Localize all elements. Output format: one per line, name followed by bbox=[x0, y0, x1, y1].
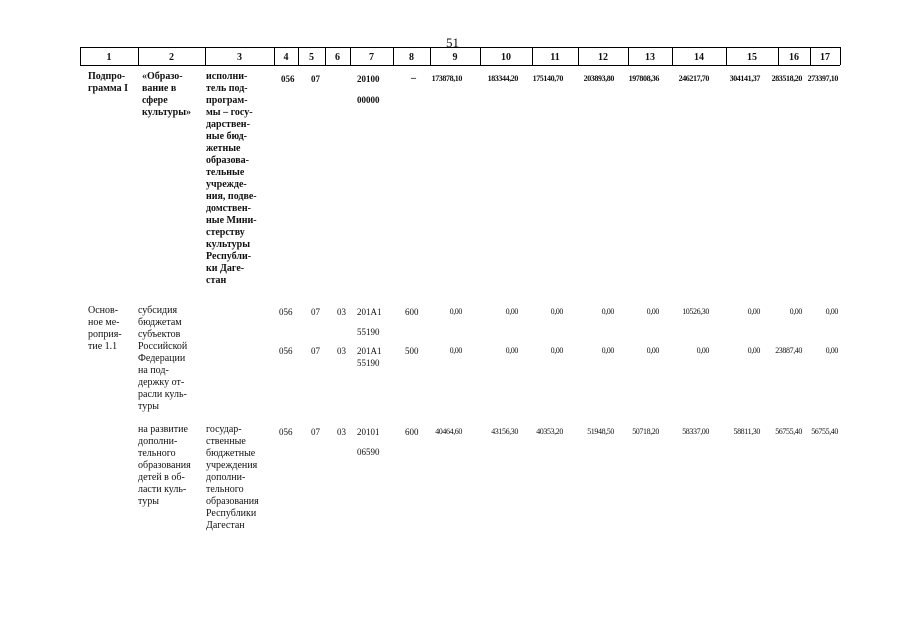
education-value-col17: 56755,40 bbox=[811, 427, 838, 436]
measure-row2-value-col11: 0,00 bbox=[550, 346, 563, 355]
education-c7a: 20101 bbox=[357, 427, 380, 437]
measure-row2-value-col13: 0,00 bbox=[646, 346, 659, 355]
education-value-col13: 50718,20 bbox=[632, 427, 659, 436]
measure-row1-value-col17: 0,00 bbox=[825, 307, 838, 316]
header-divider bbox=[840, 47, 841, 65]
header-col-17: 17 bbox=[820, 52, 830, 63]
subprogram-code-grbs: 056 bbox=[281, 74, 295, 84]
measure-row1-value-col15: 0,00 bbox=[747, 307, 760, 316]
subprogram-value-col16: 283518,20 bbox=[771, 74, 802, 83]
measure-row1-c8: 600 bbox=[405, 307, 419, 317]
header-col-1: 1 bbox=[106, 52, 112, 63]
header-col-13: 13 bbox=[645, 52, 655, 63]
subprogram-value-col11: 175140,70 bbox=[532, 74, 563, 83]
subprogram-value-col13: 197808,36 bbox=[628, 74, 659, 83]
subprogram-code-csr-2: 00000 bbox=[357, 95, 380, 105]
education-c5: 07 bbox=[311, 427, 320, 437]
measure-row1-c5: 07 bbox=[311, 307, 320, 317]
measure-row1-c7a: 201A1 bbox=[357, 307, 382, 317]
measure-row2-c7a: 201A1 bbox=[357, 346, 382, 356]
subprogram-title: «Образо- вание в сфере культуры» bbox=[142, 71, 192, 118]
measure-row2-value-col12: 0,00 bbox=[601, 346, 614, 355]
header-col-3: 3 bbox=[237, 52, 242, 63]
measure-row1-c4: 056 bbox=[279, 307, 293, 317]
header-col-9: 9 bbox=[452, 52, 458, 63]
measure-row1-value-col16: 0,00 bbox=[789, 307, 802, 316]
education-value-col14: 58337,00 bbox=[682, 427, 709, 436]
education-value-col16: 56755,40 bbox=[775, 427, 802, 436]
measure-row2-value-col16: 23887,40 bbox=[775, 346, 802, 355]
education-value-col12: 51948,50 bbox=[587, 427, 614, 436]
subprogram-value-col17: 273397,10 bbox=[807, 74, 838, 83]
measure-row1-value-col10: 0,00 bbox=[505, 307, 518, 316]
education-c4: 056 bbox=[279, 427, 293, 437]
page-number: 51 bbox=[446, 35, 459, 50]
subprogram-label: Подпро- грамма I bbox=[88, 71, 129, 94]
measure-label: Основ- ное ме- роприя- тие 1.1 bbox=[88, 305, 122, 352]
subprogram-value-col14: 246217,70 bbox=[678, 74, 709, 83]
measure-row1-value-col12: 0,00 bbox=[601, 307, 614, 316]
education-c7b: 06590 bbox=[357, 447, 380, 457]
subprogram-executor: исполни- тель под- програм- мы – госу- дарствен- ные бюд- жетные образова- тельные учрежде- ния, подве- домствен- ные Мини- стерству культуры Республи- ки Даге- стан bbox=[206, 71, 257, 286]
subprogram-value-col9: 173878,10 bbox=[431, 74, 462, 83]
education-value-col10: 43156,30 bbox=[491, 427, 518, 436]
measure-title: субсидия бюджетам субъектов Российской Федерации на под- держку от- расли куль- туры bbox=[138, 305, 188, 412]
header-col-6: 6 bbox=[335, 52, 340, 63]
education-title: на развитие дополни- тельного образования детей в об- ласти куль- туры bbox=[138, 424, 191, 507]
header-col-7: 7 bbox=[369, 52, 374, 63]
header-col-14: 14 bbox=[694, 52, 704, 63]
subprogram-value-col12: 203893,80 bbox=[583, 74, 614, 83]
education-c8: 600 bbox=[405, 427, 419, 437]
header-col-4: 4 bbox=[283, 52, 289, 63]
header-col-11: 11 bbox=[550, 52, 560, 63]
measure-row1-c6: 03 bbox=[337, 307, 346, 317]
subprogram-value-col15: 304141,37 bbox=[729, 74, 760, 83]
education-value-col15: 58811,30 bbox=[733, 427, 760, 436]
education-executor: государ- ственные бюджетные учреждения дополни- тельного образования Республики Дагестан bbox=[206, 424, 259, 531]
header-bottom-border bbox=[80, 65, 840, 66]
measure-row1-value-col14: 10526,30 bbox=[682, 307, 709, 316]
measure-row2-c6: 03 bbox=[337, 346, 346, 356]
measure-row2-value-col17: 0,00 bbox=[825, 346, 838, 355]
measure-row2-c4: 056 bbox=[279, 346, 293, 356]
education-value-col9: 40464,60 bbox=[435, 427, 462, 436]
education-c6: 03 bbox=[337, 427, 346, 437]
measure-row2-value-col10: 0,00 bbox=[505, 346, 518, 355]
measure-row2-c7b: 55190 bbox=[357, 358, 380, 368]
header-col-5: 5 bbox=[309, 52, 314, 63]
measure-row2-c5: 07 bbox=[311, 346, 320, 356]
measure-row1-value-col13: 0,00 bbox=[646, 307, 659, 316]
header-col-16: 16 bbox=[789, 52, 799, 63]
subprogram-code-rz: 07 bbox=[311, 74, 320, 84]
measure-row2-value-col15: 0,00 bbox=[747, 346, 760, 355]
header-col-15: 15 bbox=[747, 52, 757, 63]
measure-row2-value-col14: 0,00 bbox=[696, 346, 709, 355]
header-col-12: 12 bbox=[598, 52, 608, 63]
measure-row2-c8: 500 bbox=[405, 346, 419, 356]
measure-row1-value-col9: 0,00 bbox=[449, 307, 462, 316]
header-col-10: 10 bbox=[501, 52, 511, 63]
header-col-8: 8 bbox=[409, 52, 414, 63]
measure-row2-value-col9: 0,00 bbox=[449, 346, 462, 355]
measure-row1-c7b: 55190 bbox=[357, 327, 380, 337]
subprogram-value-col10: 183344,20 bbox=[487, 74, 518, 83]
education-value-col11: 40353,20 bbox=[536, 427, 563, 436]
subprogram-code-csr-1: 20100 bbox=[357, 74, 380, 84]
measure-row1-value-col11: 0,00 bbox=[550, 307, 563, 316]
subprogram-code-vr: – bbox=[411, 73, 416, 84]
header-col-2: 2 bbox=[169, 52, 174, 63]
